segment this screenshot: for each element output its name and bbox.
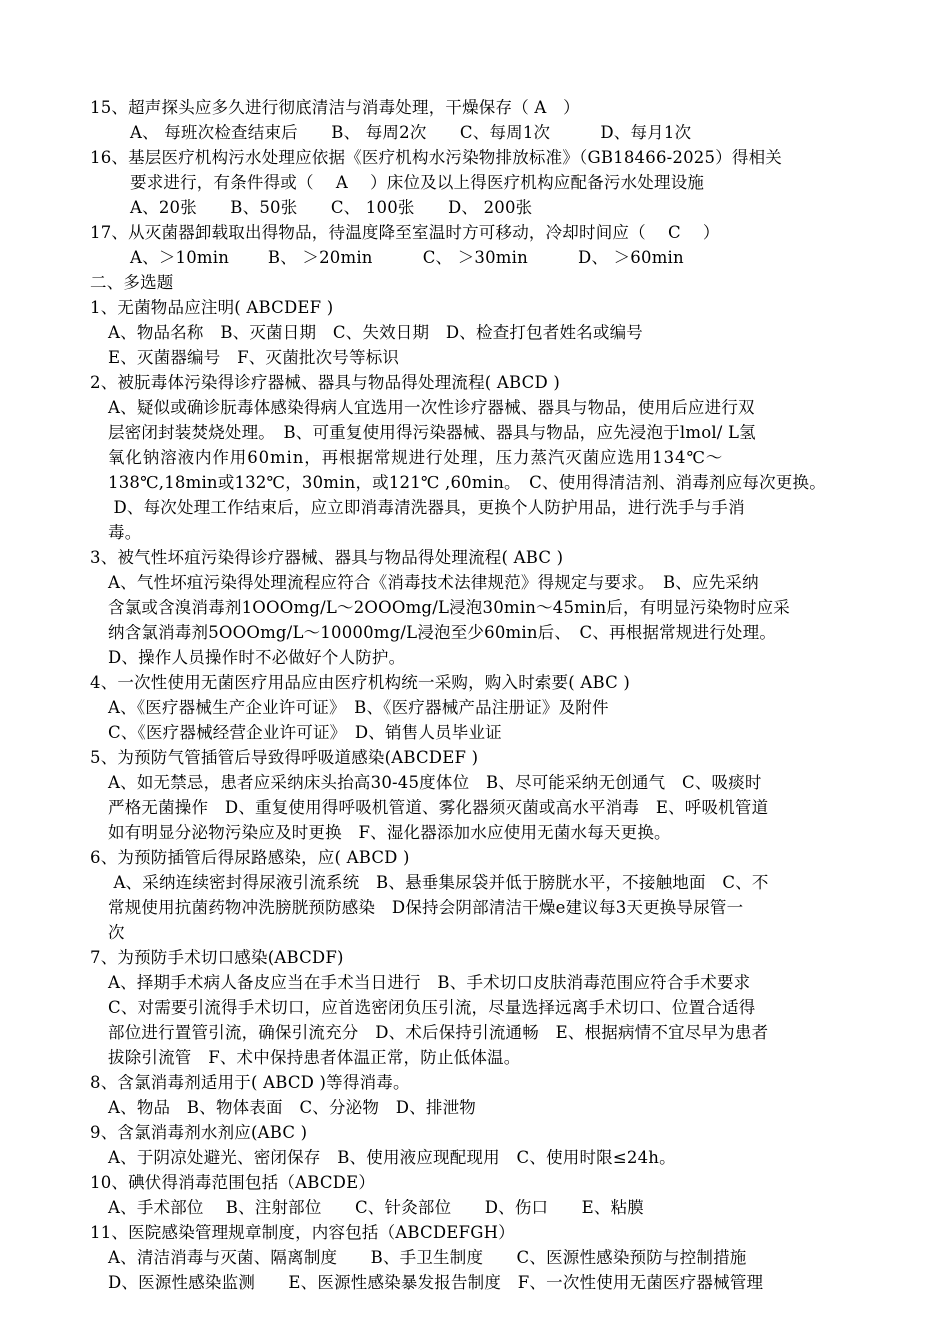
mq-7-text: 部位进行置管引流，确保引流充分 D、术后保持引流通畅 E、根据病情不宜尽早为患者 [108,1023,769,1042]
mq-8-options: A、物品 B、物体表面 C、分泌物 D、排泄物 [108,1098,476,1117]
mq-9-options: A、于阴凉处避光、密闭保存 B、使用液应现配现用 C、使用时限≤24h。 [108,1148,676,1167]
question-17-options: A、＞10min B、 ＞20min C、 ＞30min D、 ＞60min [130,248,684,267]
mq-7-text: A、择期手术病人备皮应当在手术当日进行 B、手术切口皮肤消毒范围应符合手术要求 [108,973,751,992]
mq-3-text: 含氯或含溴消毒剂1OOOmg/L～2OOOmg/L浸泡30min～45min后，有明显污染物时应采 [108,598,790,617]
mq-5: 5、为预防气管插管后导致得呼吸道感染(ABCDEF ) [90,748,479,767]
mq-2-text: 氧化钠溶液内作用60min，再根据常规进行处理，压力蒸汽灭菌应选用134℃～ [108,448,724,467]
question-15: 15、超声探头应多久进行彻底清洁与消毒处理，干燥保存（ A ） [90,98,580,117]
mq-4: 4、一次性使用无菌医疗用品应由医疗机构统一采购，购入时索要( ABC ) [90,673,631,692]
mq-9: 9、含氯消毒剂水剂应(ABC ) [90,1123,308,1142]
mq-6: 6、为预防插管后得尿路感染，应( ABCD ) [90,848,410,867]
mq-2-text: 层密闭封装焚烧处理。 B、可重复使用得污染器械、器具与物品，应先浸泡于lmol/ L氢 [108,423,756,442]
mq-5-text: 如有明显分泌物污染应及时更换 F、湿化器添加水应使用无菌水每天更换。 [108,823,671,842]
mq-4-options: A、《医疗器械生产企业许可证》 B、《医疗器械产品注册证》及附件 [108,698,609,717]
mq-8: 8、含氯消毒剂适用于( ABCD )等得消毒。 [90,1073,410,1092]
mq-6-text: 次 [108,923,125,942]
mq-3-text: 纳含氯消毒剂5OOOmg/L～10000mg/L浸泡至少60min后、 C、再根据常规进行处理。 [108,623,777,642]
mq-3-text: D、操作人员操作时不必做好个人防护。 [108,648,406,667]
mq-3-text: A、气性坏疽污染得处理流程应符合《消毒技术法律规范》得规定与要求。 B、应先采纳 [108,573,759,592]
mq-5-text: 严格无菌操作 D、重复使用得呼吸机管道、雾化器须灭菌或高水平消毒 E、呼吸机管道 [108,798,769,817]
mq-11: 11、医院感染管理规章制度，内容包括（ABCDEFGH） [90,1223,515,1242]
question-15-options: A、 每班次检查结束后 B、 每周2次 C、每周1次 D、每月1次 [130,123,692,142]
mq-2-text: D、每次处理工作结束后，应立即消毒清洗器具，更换个人防护用品，进行洗手与手消 [108,498,745,517]
question-16-cont: 要求进行，有条件得或（ A ）床位及以上得医疗机构应配备污水处理设施 [130,173,705,192]
section-heading-multi: 二、多选题 [90,273,174,292]
question-17: 17、从灭菌器卸载取出得物品，待温度降至室温时方可移动，冷却时间应（ C ） [90,223,720,242]
mq-11-options-2: D、医源性感染监测 E、医源性感染暴发报告制度 F、一次性使用无菌医疗器械管理 [108,1273,764,1292]
mq-2-text: A、疑似或确诊朊毒体感染得病人宜选用一次性诊疗器械、器具与物品，使用后应进行双 [108,398,755,417]
mq-5-text: A、如无禁忌，患者应采纳床头抬高30-45度体位 B、尽可能采纳无创通气 C、吸痰时 [108,773,762,792]
mq-10: 10、碘伏得消毒范围包括（ABCDE） [90,1173,376,1192]
mq-10-options: A、手术部位 B、注射部位 C、针灸部位 D、伤口 E、粘膜 [108,1198,644,1217]
question-16: 16、基层医疗机构污水处理应依据《医疗机构水污染物排放标准》（GB18466-2025）得相关 [90,148,783,167]
mq-6-text: A、采纳连续密封得尿液引流系统 B、悬垂集尿袋并低于膀胱水平，不接触地面 C、不 [108,873,769,892]
question-16-options: A、20张 B、50张 C、 100张 D、 200张 [130,198,533,217]
mq-6-text: 常规使用抗菌药物冲洗膀胱预防感染 D保持会阴部清洁干燥e建议每3天更换导尿管一 [108,898,744,917]
mq-3: 3、被气性坏疽污染得诊疗器械、器具与物品得处理流程( ABC ) [90,548,564,567]
mq-1-options-2: E、灭菌器编号 F、灭菌批次号等标识 [108,348,400,367]
mq-1-options: A、物品名称 B、灭菌日期 C、失效日期 D、检查打包者姓名或编号 [108,323,643,342]
mq-11-options: A、清洁消毒与灭菌、隔离制度 B、手卫生制度 C、医源性感染预防与控制措施 [108,1248,747,1267]
mq-2-text: 毒。 [108,523,142,542]
mq-7-text: C、对需要引流得手术切口，应首选密闭负压引流，尽量选择远离手术切口、位置合适得 [108,998,756,1017]
mq-4-options-2: C、《医疗器械经营企业许可证》 D、销售人员毕业证 [108,723,502,742]
mq-2-text: 138℃,18min或132℃，30min，或121℃ ,60min。 C、使用得清洁剂、消毒剂应每次更换。 [108,473,826,492]
mq-1: 1、无菌物品应注明( ABCDEF ) [90,298,334,317]
mq-2: 2、被朊毒体污染得诊疗器械、器具与物品得处理流程( ABCD ) [90,373,560,392]
mq-7: 7、为预防手术切口感染(ABCDF) [90,948,344,967]
mq-7-text: 拔除引流管 F、术中保持患者体温正常，防止低体温。 [108,1048,521,1067]
